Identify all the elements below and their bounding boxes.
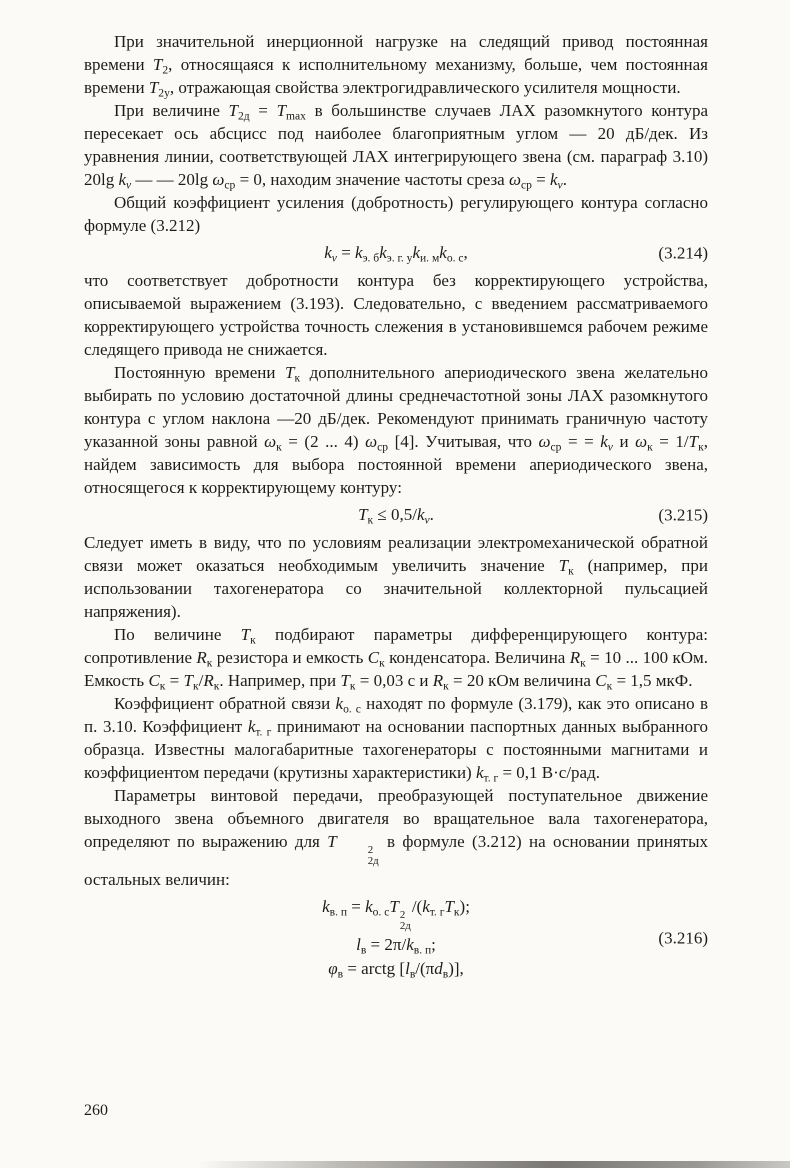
- paragraph: Постоянную времени $T_к$ дополнительного апериодического звена желательно выбирать по условию достаточной длины среднечастотной зоны ЛАХ разомкнутого контура с углом наклона —20 дБ/дек. Рекомендуют принимать граничную частоту указанной зоны равной $\omega_к = (2$ ... 4) $\omega_{ср}$ [4]. Учитывая, что $\omega_{ср}$ = = $k_v$ и $\omega_к = 1/T_к$, найдем зависимость для выбора постоянной времени апериодического звена, относящегося к корректирующему контуру:: [84, 363, 708, 497]
- equation-number: (3.215): [658, 505, 708, 525]
- paragraph: По величине $T_к$ подбирают параметры дифференцирующего контура: сопротивление $R_к$ резистора и емкость $C_к$ конденсатора. Величина $R_к = 10$ ... 100 кОм. Емкость $C_к = T_к/R_к$. Например, при $T_к = 0,03$ с и $R_к = 20$ кОм величина $C_к = 1,5$ мкФ.: [84, 625, 709, 693]
- equation-number: (3.216): [658, 928, 708, 948]
- page-number: 260: [84, 1102, 108, 1119]
- equation-body: $T_к \le 0,5/k_v$.: [358, 505, 434, 527]
- paragraph: Общий коэффициент усиления (добротность) регулирующего контура согласно формуле (3.212): [84, 193, 708, 235]
- paragraph: При величине $T_{2д} = T_{max}$ в большинстве случаев ЛАХ разомкнутого контура пересекает ось абсцисс под наиболее благоприятным углом — 20 дБ/дек. Из уравнения линии, соответствующей ЛАХ интегрирующего звена (см. параграф 3.10) 20lg $k_v$ — — 20lg $\omega_{ср} = 0$, находим значение частоты среза $\omega_{ср} = k_v$.: [84, 101, 709, 192]
- equation-3-216: [84, 891, 708, 985]
- scan-artifact-bottom-edge: [0, 1161, 790, 1168]
- paragraph: Коэффициент обратной связи $k_{о. с}$ находят по формуле (3.179), как это описано в п. 3.10. Коэффициент $k_{т. г}$ принимают на основании паспортных данных выбранного образца. Известны малогабаритные тахогенераторы с постоянными магнитами и коэффициентом передачи (крутизны характеристики) $k_{т. г} = 0,1$ В·с/рад.: [84, 694, 709, 785]
- equation-body: $l_в = 2\pi/k_{в. п}$;: [356, 934, 436, 957]
- equation-3-214: [84, 237, 708, 269]
- paragraph: При значительной инерционной нагрузке на следящий привод постоянная времени $T_2$, относящаяся к исполнительному механизму, больше, чем постоянная времени $T_{2у}$, отражающая свойства электрогидравлического усилителя мощности.: [84, 32, 708, 100]
- equation-body: $k_{в. п} = k_{о. с}T$ 2 2д $/(k_{т. г}T_к)$;: [322, 896, 470, 933]
- equation-number: (3.214): [658, 243, 708, 263]
- paragraph: Следует иметь в виду, что по условиям реализации электромеханической обратной связи может оказаться необходимым увеличить значение $T_к$ (например, при использовании тахогенератора со значительной коллекторной пульсацией напряжения).: [84, 533, 708, 621]
- equation-3-215: [84, 499, 708, 531]
- equation-body: $\varphi_в$ = arctg $[l_в/(\pi d_в)]$,: [328, 958, 464, 981]
- paragraph: что соответствует добротности контура без корректирующего устройства, описываемой выражением (3.193). Следовательно, с введением рассматриваемого корректирующего устройства точность слежения в установившемся рабочем режиме следящего привода не снижается.: [84, 271, 708, 359]
- paragraph: Параметры винтовой передачи, преобразующей поступательное движение выходного звена объемного двигателя во вращательное вала тахогенератора, определяют по выражению для T 2 2д в формуле (3.212) на основании принятых остальных величин:: [84, 786, 708, 889]
- equation-body: $k_v = k_{э. б}k_{э. г. у}k_{и. м}k_{о. с}$,: [324, 243, 468, 265]
